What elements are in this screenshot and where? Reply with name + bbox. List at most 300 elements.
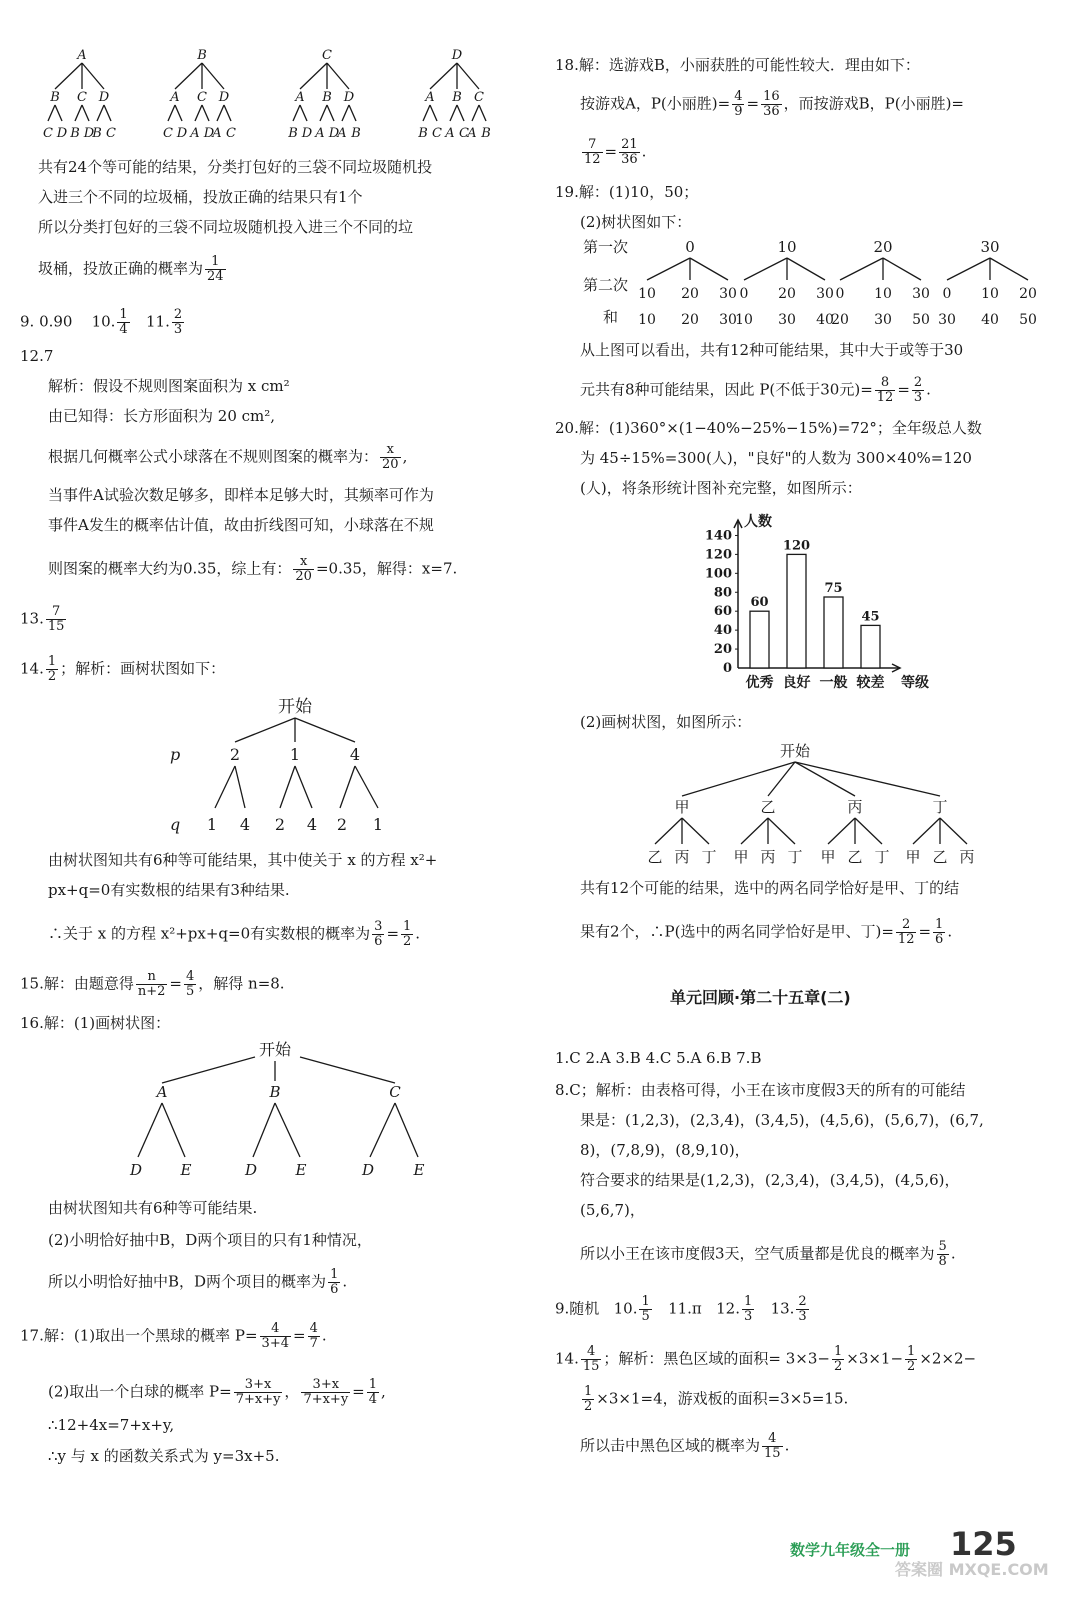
- q18-fraction: $\frac{4}{9}$: [734, 89, 743, 119]
- q19-row-label: 第一次: [583, 238, 629, 256]
- q8-mid-node: A: [295, 90, 305, 105]
- q20-leaf-node: 丁: [701, 848, 717, 866]
- q8-mid-node: B: [50, 90, 60, 105]
- q8-branch: [175, 63, 202, 89]
- s-q14-text: 所以击中黑色区域的概率为: [580, 1436, 761, 1455]
- q8-root-node: D: [451, 48, 463, 63]
- q8-leaf-node: C: [106, 126, 116, 141]
- q16-leaf: D: [129, 1161, 143, 1179]
- q17-text-line: ∴y 与 x 的函数关系式为 y=3x+5.: [48, 1447, 280, 1465]
- q17-fraction: $\frac{4}{3+4}$: [261, 1321, 289, 1351]
- q8-branch: [104, 105, 111, 121]
- s-q14-fraction: $\frac{1}{2}$: [907, 1344, 916, 1374]
- y-tick-label: 0: [722, 661, 732, 676]
- q8-mid-node: D: [343, 90, 355, 105]
- q8-leaf-node: D: [328, 126, 340, 141]
- q8-mid-node: C: [474, 90, 484, 105]
- q8-branch: [479, 105, 486, 121]
- q18-text-line: $\frac{7}{12}$ = $\frac{21}{36}$ .: [584, 137, 647, 167]
- q12-fraction: $\frac{x}{20}$: [295, 554, 312, 584]
- q8-branch: [349, 105, 356, 121]
- bar: [824, 597, 843, 668]
- q20-branch: [655, 818, 682, 844]
- q8-text-line: 共有24个等可能的结果，分类打包好的三袋不同垃圾随机投: [38, 158, 433, 176]
- y-tick-label: 20: [713, 642, 732, 658]
- section-title: 单元回顾·第二十五章(二): [670, 988, 851, 1007]
- equals-sign: =: [918, 922, 932, 941]
- q20-branch: [855, 818, 882, 844]
- s-q8-text-line: 果是：(1,2,3)，(2,3,4)，(3,4,5)，(4,5,6)，(5,6,7)，(6,7,: [580, 1111, 984, 1129]
- s-q14-line: [555, 1345, 976, 1374]
- q9-answer: 9. 0.90: [20, 312, 73, 331]
- q16-node: A: [156, 1083, 168, 1101]
- q8-fraction: $\frac{1}{24}$: [207, 254, 224, 284]
- s-q10-fraction: $\frac{1}{5}$: [641, 1294, 650, 1324]
- q12-text: 则图案的概率大约为0.35，综上有：: [48, 559, 292, 578]
- x-tick-label: 较差: [856, 675, 885, 691]
- q19-sum-node: 30: [938, 312, 956, 328]
- s-q9-13-answers: [555, 1295, 811, 1324]
- q19-text-line: 元共有8种可能结果，因此 P(不低于30元)= $\frac{8}{12}$ = $\frac{2}{3}$ .: [580, 375, 931, 405]
- q11-fraction: $\frac{2}{3}$: [173, 307, 183, 337]
- s-q12-label: 12.: [716, 1299, 740, 1318]
- equals-sign: =: [386, 924, 400, 943]
- x-tick-label: 优秀: [745, 675, 774, 691]
- q14-p-label: p: [170, 745, 181, 764]
- q19-second-node: 20: [681, 286, 699, 302]
- q19-sum-node: 10: [638, 312, 656, 328]
- q10-label: 10.: [91, 312, 116, 331]
- q12-fraction: $\frac{x}{20}$: [382, 442, 399, 472]
- q8-branch: [195, 105, 202, 121]
- q12-text-line: [48, 555, 457, 584]
- q19-second-node: 0: [739, 286, 749, 302]
- q20-leaf-node: 甲: [820, 848, 836, 866]
- s-q14-text: ×2×2−: [919, 1349, 977, 1368]
- q8-branch: [202, 105, 209, 121]
- q17-text: ，: [284, 1382, 300, 1401]
- q19-text: 元共有8种可能结果，因此 P(不低于30元)=: [580, 380, 873, 399]
- q14-fraction: $\frac{1}{2}$: [47, 654, 57, 684]
- q14-q-node: 1: [206, 815, 218, 834]
- q18-fraction: $\frac{16}{36}$: [763, 89, 780, 119]
- q16-fraction: $\frac{1}{6}$: [330, 1267, 339, 1297]
- q18-text-line: [580, 90, 964, 119]
- q14-q-node: 1: [372, 815, 384, 834]
- q16-text-line: 所以小明恰好抽中B，D两个项目的概率为 $\frac{1}{6}$ .: [48, 1267, 348, 1297]
- footer-label: 数学九年级全一册: [790, 1541, 911, 1559]
- q8-text: 圾桶，投放正确的概率为: [38, 259, 204, 278]
- q8-branch: [423, 105, 430, 121]
- q19-branch: [990, 258, 1028, 280]
- q20-leaf-node: 丙: [760, 848, 776, 866]
- q19-sum-node: 40: [816, 312, 834, 328]
- q19-sum-node: 50: [912, 312, 930, 328]
- q14-text-line: px+q=0有实数根的结果有3种结果.: [48, 881, 290, 899]
- q8-leaf-node: A: [212, 126, 222, 141]
- bar-data-label: 45: [861, 609, 880, 625]
- equals-sign: =: [604, 142, 618, 161]
- q12-text-line: 事件A发生的概率估计值，故由折线图可知，小球落在不规: [48, 516, 434, 534]
- q19-branch: [947, 258, 990, 280]
- q14-p-node: 2: [229, 745, 241, 764]
- q8-root-node: C: [322, 48, 332, 63]
- q8-branch: [327, 105, 334, 121]
- q20-branch: [795, 762, 855, 796]
- q8-mid-node: D: [98, 90, 110, 105]
- q8-mid-node: A: [425, 90, 435, 105]
- q14-tree-diagram: [150, 690, 430, 840]
- s-q8-text-line: 符合要求的结果是(1,2,3)，(2,3,4)，(3,4,5)，(4,5,6)，: [580, 1171, 960, 1189]
- s-q8-text-line: (5,6,7)，: [580, 1201, 645, 1219]
- q14-tree-start: 开始: [278, 697, 312, 717]
- q16-leaf: E: [413, 1161, 425, 1179]
- y-tick-label: 120: [704, 547, 732, 563]
- q17-fraction: $\frac{3+x}{7+x+y}$: [235, 1377, 281, 1407]
- q18-fraction: $\frac{21}{36}$: [621, 137, 638, 167]
- q19-sum-node: 10: [735, 312, 753, 328]
- q20-text-line: (2)画树状图，如图所示：: [580, 713, 752, 731]
- equals-sign: =: [897, 380, 910, 399]
- q13-label: 13.: [20, 609, 44, 628]
- q13-answer: [20, 605, 68, 634]
- y-tick-label: 80: [713, 585, 732, 601]
- q8-mid-node: B: [322, 90, 332, 105]
- q8-leaf-node: B: [351, 126, 361, 141]
- page-number: 125: [950, 1525, 1017, 1563]
- q8-leaf-node: D: [56, 126, 68, 141]
- q19-second-node: 30: [816, 286, 834, 302]
- y-axis-label: 人数: [744, 514, 772, 530]
- q8-leaf-node: D: [203, 126, 215, 141]
- q19-branch: [840, 258, 883, 280]
- q8-leaf-node: A: [337, 126, 347, 141]
- q8-branch: [300, 105, 307, 121]
- s-q12-fraction: $\frac{1}{3}$: [743, 1294, 753, 1324]
- q20-leaf-node: 甲: [733, 848, 749, 866]
- q18-fraction: $\frac{7}{12}$: [584, 137, 601, 167]
- q14-text: ；解析：画树状图如下：: [60, 659, 226, 678]
- q14-q-node: 2: [336, 815, 348, 834]
- equals-sign: =: [352, 1382, 365, 1401]
- q17-text: (2)取出一个白球的概率 P=: [48, 1382, 232, 1401]
- page-footer: [720, 1525, 1060, 1579]
- q19-first-node: 20: [873, 238, 893, 256]
- s-q14-label: 14.: [555, 1349, 579, 1368]
- q20-leaf-node: 丁: [787, 848, 803, 866]
- q20-branch: [828, 818, 855, 844]
- q8-branch: [300, 63, 327, 89]
- q8-leaf-node: C: [432, 126, 442, 141]
- s-q14-text: ×3×1=4，游戏板的面积=3×5=15.: [596, 1389, 849, 1408]
- q20-fraction: $\frac{2}{12}$: [897, 917, 915, 947]
- q19-sum-node: 20: [681, 312, 699, 328]
- q8-mid-node: A: [170, 90, 180, 105]
- q20-text-line: 为 45÷15%=300(人)，"良好"的人数为 300×40%=120: [580, 449, 972, 467]
- q18-text: ，而按游戏B，P(小丽胜)=: [783, 94, 964, 113]
- q15-fraction: $\frac{4}{5}$: [185, 969, 195, 999]
- q15-text: ，解得 n=8.: [198, 974, 285, 993]
- q8-root-node: B: [197, 48, 207, 63]
- q19-sum-node: 30: [874, 312, 892, 328]
- q16-line: 16.解：(1)画树状图：: [20, 1014, 171, 1032]
- q8-branch: [450, 105, 457, 121]
- q20-branch: [768, 762, 795, 796]
- q8-root-node: A: [77, 48, 87, 63]
- y-tick-label: 140: [704, 528, 732, 544]
- q20-leaf-node: 乙: [932, 848, 948, 866]
- q14-label: 14.: [20, 659, 44, 678]
- q20-text-line: (人)，将条形统计图补充完整，如图所示：: [580, 479, 862, 497]
- q18-text: 按游戏A，P(小丽胜)=: [580, 94, 731, 113]
- q8-branch: [342, 105, 349, 121]
- q15-line: [20, 970, 285, 999]
- q19-second-node: 10: [874, 286, 892, 302]
- q20-branch: [795, 762, 940, 796]
- q17-fraction: $\frac{1}{4}$: [368, 1377, 378, 1407]
- q17-fraction: $\frac{4}{7}$: [309, 1321, 318, 1351]
- q8-leaf-node: A: [467, 126, 477, 141]
- q8-text-line: 入进三个不同的垃圾桶，投放正确的结果只有1个: [38, 188, 363, 206]
- q8-leaf-node: A: [315, 126, 325, 141]
- q12-text: 根据几何概率公式小球落在不规则图案的概率为：: [48, 447, 379, 466]
- q20-text-line: 20.解：(1)360°×(1−40%−25%−15%)=72°；全年级总人数: [555, 419, 982, 437]
- q8-branch: [293, 105, 300, 121]
- q19-text-line: (2)树状图如下：: [580, 213, 692, 231]
- q20-tree-start: 开始: [779, 742, 811, 760]
- q16-leaf: D: [244, 1161, 258, 1179]
- q16-text-line: 由树状图知共有6种等可能结果.: [48, 1199, 258, 1217]
- q20-mid-node: 甲: [674, 798, 690, 816]
- q12-text-line: 当事件A试验次数足够多，即样本足够大时，其频率可作为: [48, 486, 434, 504]
- x-axis-label: 等级: [901, 675, 929, 691]
- q8-branch: [327, 63, 349, 89]
- bar-data-label: 60: [750, 595, 769, 611]
- q8-branch: [472, 105, 479, 121]
- q19-first-node: 30: [980, 238, 1000, 256]
- q8-branch: [55, 63, 82, 89]
- q12-text-line: 由已知得：长方形面积为 20 cm²,: [48, 407, 276, 425]
- q14-q-node: 2: [274, 815, 286, 834]
- q8-text-line: 所以分类打包好的三袋不同垃圾随机投入进三个不同的垃: [38, 218, 414, 236]
- q19-first-node: 0: [685, 238, 695, 256]
- q8-branch: [82, 63, 104, 89]
- q19-second-node: 30: [719, 286, 737, 302]
- q20-branch: [682, 818, 709, 844]
- s-q11-answer: 11.π: [668, 1299, 702, 1318]
- q8-branch: [457, 105, 464, 121]
- q8-branch: [457, 63, 479, 89]
- q8-leaf-node: A: [445, 126, 455, 141]
- q17-text-line: ∴12+4x=7+x+y,: [48, 1416, 175, 1434]
- equals-sign: =: [292, 1326, 306, 1345]
- q8-leaf-node: B: [70, 126, 80, 141]
- q20-fraction: $\frac{1}{6}$: [935, 917, 944, 947]
- q12-text: =0.35，解得：x=7.: [315, 559, 458, 578]
- q20-branch: [940, 818, 967, 844]
- s-q8-text: 所以小王在该市度假3天，空气质量都是优良的概率为: [580, 1244, 935, 1263]
- q8-tree-diagrams: [30, 45, 530, 145]
- bar: [750, 611, 769, 668]
- q14-q-label: q: [170, 815, 181, 834]
- q19-branch: [690, 258, 728, 280]
- q8-leaf-node: B: [92, 126, 102, 141]
- q19-fraction: $\frac{8}{12}$: [876, 375, 894, 405]
- q8-leaf-node: C: [226, 126, 236, 141]
- s-q14-fraction: $\frac{4}{15}$: [582, 1344, 600, 1374]
- q14-q-node: 4: [239, 815, 251, 834]
- y-tick-label: 40: [713, 623, 732, 639]
- q19-second-node: 0: [942, 286, 952, 302]
- q8-branch: [97, 105, 104, 121]
- q8-leaf-node: B: [481, 126, 491, 141]
- mc-answers: 1.C 2.A 3.B 4.C 5.A 6.B 7.B: [555, 1049, 762, 1067]
- s-q8-text-line: 8)，(7,8,9)，(8,9,10)，: [580, 1141, 750, 1159]
- bar-data-label: 75: [824, 581, 843, 596]
- q19-second-node: 10: [638, 286, 656, 302]
- s-q14-text: ×3×1−: [846, 1349, 904, 1368]
- watermark: 答案圈 MXQE.COM: [895, 1560, 1049, 1579]
- q20-branch: [682, 762, 795, 796]
- q19-first-node: 10: [777, 238, 797, 256]
- q16-tree-diagram: [110, 1035, 460, 1185]
- q20-leaf-node: 甲: [905, 848, 921, 866]
- q8-leaf-node: D: [301, 126, 313, 141]
- q19-sum-node: 30: [719, 312, 737, 328]
- q15-fraction: $\frac{n}{n+2}$: [137, 969, 166, 999]
- q14-p-node: 1: [289, 745, 301, 764]
- q8-mid-node: C: [77, 90, 87, 105]
- s-q14-line: [580, 1385, 848, 1414]
- s-q10-label: 10.: [613, 1299, 638, 1318]
- q8-leaf-node: C: [43, 126, 53, 141]
- q17-fraction: $\frac{3+x}{7+x+y}$: [303, 1377, 349, 1407]
- q16-text-line: (2)小明恰好抽中B，D两个项目的只有1种情况，: [48, 1231, 372, 1249]
- q19-fraction: $\frac{2}{3}$: [913, 375, 923, 405]
- q16-leaf: D: [361, 1161, 375, 1179]
- q17-line: (2)取出一个白球的概率 P= $\frac{3+x}{7+x+y}$ ， $\frac{3+x}{7+x+y}$ = $\frac{1}{4}$ ,: [48, 1377, 386, 1407]
- s-q14-text: ；解析：黑色区域的面积= 3×3−: [603, 1349, 830, 1368]
- q19-branch: [647, 258, 690, 280]
- q20-mid-node: 乙: [760, 798, 776, 816]
- q8-branch: [75, 105, 82, 121]
- q19-second-node: 10: [981, 286, 999, 302]
- q8-mid-node: B: [452, 90, 462, 105]
- q19-branch: [883, 258, 921, 280]
- q19-tree-diagram: [575, 232, 1065, 332]
- q20-branch: [913, 818, 940, 844]
- x-tick-label: 一般: [819, 675, 848, 691]
- s-q13-fraction: $\frac{2}{3}$: [798, 1294, 807, 1324]
- q20-branch: [741, 818, 768, 844]
- q11-label: 11.: [146, 312, 170, 331]
- q8-leaf-node: D: [176, 126, 188, 141]
- q19-text-line: 19.解：(1)10，50；: [555, 183, 699, 201]
- bar-data-label: 120: [782, 538, 811, 554]
- q8-branch: [175, 105, 182, 121]
- q14-fraction: $\frac{1}{2}$: [403, 919, 412, 949]
- s-q8-fraction: $\frac{5}{8}$: [938, 1239, 947, 1269]
- q19-second-node: 30: [912, 286, 930, 302]
- q20-mid-node: 丙: [847, 798, 863, 816]
- q16-leaf: E: [295, 1161, 307, 1179]
- q10-fraction: $\frac{1}{4}$: [119, 307, 128, 337]
- q8-branch: [168, 105, 175, 121]
- q20-text: 果有2个，∴P(选中的两名同学恰好是甲、丁)=: [580, 922, 894, 941]
- q8-leaf-node: C: [459, 126, 469, 141]
- q20-text-line: 共有12个可能的结果，选中的两名同学恰好是甲、丁的结: [580, 879, 960, 897]
- q14-q-node: 4: [306, 815, 318, 834]
- q20-branch: [768, 818, 795, 844]
- q8-answer-line: [38, 255, 228, 284]
- q8-branch: [202, 63, 224, 89]
- q8-mid-node: D: [218, 90, 230, 105]
- q20-bar-chart: [690, 508, 950, 698]
- q8-leaf-node: A: [190, 126, 200, 141]
- y-tick-label: 60: [713, 604, 732, 620]
- q12-answer: 12.7: [20, 347, 54, 365]
- q8-branch: [48, 105, 55, 121]
- q14-fraction: $\frac{3}{6}$: [374, 919, 383, 949]
- q19-sum-node: 50: [1019, 312, 1037, 328]
- q12-text-line: 根据几何概率公式小球落在不规则图案的概率为： $\frac{x}{20}$ ,: [48, 442, 408, 472]
- q19-row-label: 和: [603, 308, 619, 326]
- q19-second-node: 0: [835, 286, 845, 302]
- q19-sum-node: 20: [831, 312, 849, 328]
- x-tick-label: 良好: [782, 675, 811, 691]
- q8-leaf-node: B: [288, 126, 298, 141]
- q20-leaf-node: 乙: [647, 848, 663, 866]
- q16-text: 所以小明恰好抽中B，D两个项目的概率为: [48, 1272, 327, 1291]
- s-q13-label: 13.: [770, 1299, 795, 1318]
- q8-branch: [430, 63, 457, 89]
- q16-node: C: [389, 1083, 401, 1101]
- q14-text-line: 由树状图知共有6种等可能结果，其中使关于 x 的方程 x²+: [48, 851, 438, 869]
- q20-leaf-node: 乙: [847, 848, 863, 866]
- q19-branch: [744, 258, 787, 280]
- s-q14-fraction: $\frac{4}{15}$: [764, 1431, 781, 1461]
- q12-text-line: 解析：假设不规则图案面积为 x cm²: [48, 377, 290, 395]
- q19-branch: [787, 258, 825, 280]
- q9-11-answers: [20, 308, 186, 337]
- q19-sum-node: 30: [778, 312, 796, 328]
- q8-branch: [82, 105, 89, 121]
- s-q14-fraction: $\frac{1}{2}$: [584, 1384, 593, 1414]
- q8-branch: [320, 105, 327, 121]
- q8-branch: [224, 105, 231, 121]
- s-q14-fraction: $\frac{1}{2}$: [833, 1344, 843, 1374]
- s-q8-text-line: 所以小王在该市度假3天，空气质量都是优良的概率为 $\frac{5}{8}$ .: [580, 1239, 956, 1269]
- q14-text-line: ∴关于 x 的方程 x²+px+q=0有实数根的概率为 $\frac{3}{6}$ = $\frac{1}{2}$ .: [48, 919, 421, 949]
- q20-leaf-node: 丙: [959, 848, 975, 866]
- q8-branch: [217, 105, 224, 121]
- q19-sum-node: 40: [981, 312, 999, 328]
- q14-text: ∴关于 x 的方程 x²+px+q=0有实数根的概率为: [48, 924, 371, 943]
- q20-text-line: 果有2个，∴P(选中的两名同学恰好是甲、丁)= $\frac{2}{12}$ = $\frac{1}{6}$ .: [580, 917, 953, 947]
- q18-text-line: 18.解：选游戏B，小丽获胜的可能性较大．理由如下：: [555, 56, 920, 74]
- q8-branch: [430, 105, 437, 121]
- s-q9-answer: 9.随机: [555, 1299, 600, 1318]
- q17-text: 17.解：(1)取出一个黑球的概率 P=: [20, 1326, 258, 1345]
- q16-tree-start: 开始: [258, 1040, 292, 1059]
- q16-node: B: [269, 1083, 281, 1101]
- s-q14-line: 所以击中黑色区域的概率为 $\frac{4}{15}$ .: [580, 1431, 790, 1461]
- q15-text: 15.解：由题意得: [20, 974, 134, 993]
- q8-branch: [55, 105, 62, 121]
- q20-leaf-node: 丁: [874, 848, 890, 866]
- q19-second-node: 20: [778, 286, 796, 302]
- q20-tree-diagram: [630, 738, 1000, 870]
